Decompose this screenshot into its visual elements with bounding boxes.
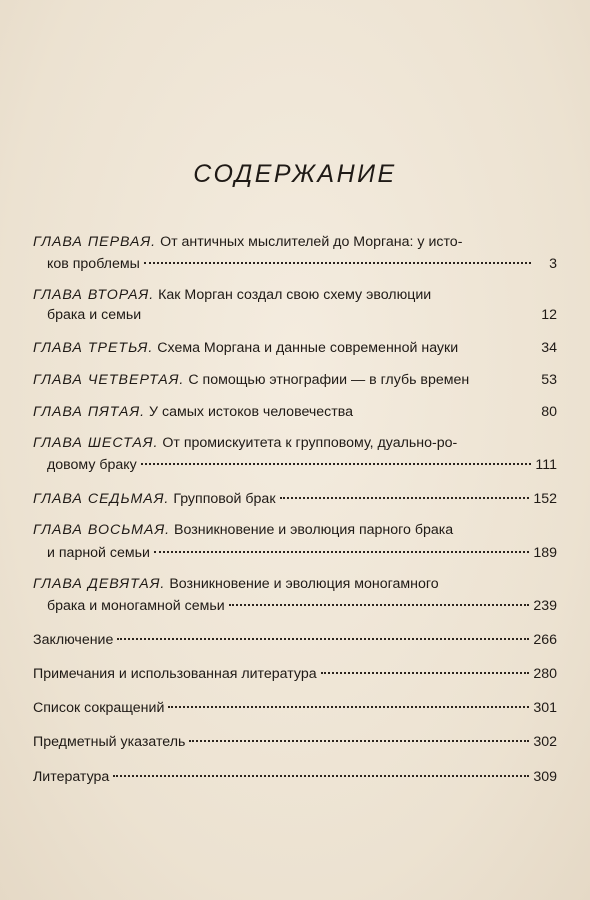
chapter-title-line1: Возникновение и эволюция моногамного [169,575,439,592]
chapter-title-line2: довому браку [47,457,137,474]
toc-entry-chapter-5[interactable] [33,402,557,422]
toc-entry-notes[interactable] [33,662,557,684]
toc-entry-chapter-8[interactable] [33,521,557,562]
chapter-label: ГЛАВА ВТОРАЯ. [33,287,155,304]
toc-entry-literature[interactable] [33,764,557,786]
chapter-title: Схема Моргана и данные современной науки [157,339,459,356]
page-number: 239 [533,597,557,614]
entry-title: Заключение [33,631,114,648]
page-number: 111 [535,457,557,474]
chapter-label: ГЛАВА ЧЕТВЕРТАЯ. [33,371,185,388]
page-title: СОДЕРЖАНИЕ [193,160,397,188]
entry-title: Литература [33,768,110,785]
chapter-label: ГЛАВА СЕДЬМАЯ. [33,491,170,508]
page-number: 53 [541,371,557,388]
page-number: 301 [533,700,557,717]
dot-leader [144,248,531,264]
chapter-label: ГЛАВА ВОСЬМАЯ. [33,522,171,539]
dot-leader [189,726,529,742]
dot-leader [154,536,529,552]
chapter-title-line1: От античных мыслителей до Моргана: у исто- [160,234,463,250]
chapter-title-line1: Как Морган создал свою схему эволюции [158,287,432,304]
dot-leader [117,624,529,640]
chapter-label: ГЛАВА ПЕРВАЯ. [33,234,157,250]
dot-leader [168,692,529,708]
dot-leader [113,760,529,776]
toc-entry-abbreviations[interactable] [33,696,557,718]
chapter-label: ГЛАВА ДЕВЯТАЯ. [33,575,166,592]
toc-entry-subject-index[interactable] [33,730,557,752]
chapter-title: У самых истоков человечества [149,403,354,420]
page-number: 189 [533,544,557,561]
chapter-title: Групповой брак [173,491,276,508]
entry-title: Список сокращений [33,700,165,717]
chapter-title-line2: ков проблемы [47,256,140,273]
toc-entry-chapter-9[interactable] [33,575,557,616]
toc-entry-chapter-2[interactable] [33,286,557,325]
chapter-title-line2: брака и семьи [47,307,142,324]
chapter-title-line2: брака и моногамной семьи [47,597,225,614]
toc-entry-chapter-7[interactable] [33,487,557,509]
dot-leader [280,483,530,499]
page-number: 280 [533,666,557,683]
toc-entry-chapter-4[interactable] [33,370,557,390]
chapter-title-line1: Возникновение и эволюция парного брака [174,522,454,539]
page-number: 80 [541,403,557,420]
toc-entry-chapter-6[interactable] [33,434,557,475]
dot-leader [141,449,531,465]
toc-entry-chapter-1[interactable] [33,233,557,274]
chapter-label: ГЛАВА ШЕСТАЯ. [33,434,159,451]
chapter-title-line2: и парной семьи [47,544,150,561]
toc-entry-conclusion[interactable] [33,628,557,650]
dot-leader [229,590,530,606]
page-number: 3 [549,256,557,273]
entry-title: Предметный указатель [33,734,186,751]
chapter-label: ГЛАВА ТРЕТЬЯ. [33,339,154,356]
chapter-label: ГЛАВА ПЯТАЯ. [33,403,146,420]
page-number: 12 [541,307,557,324]
page-number: 152 [533,491,557,508]
page-number: 266 [533,631,557,648]
page-number: 309 [533,768,557,785]
chapter-title-line1: От промискуитета к групповому, дуально-ро- [162,434,458,451]
page-number: 34 [541,339,557,356]
entry-title: Примечания и использованная литература [33,666,317,683]
dot-leader [321,658,530,674]
chapter-title: С помощью этнографии — в глубь времен [188,371,470,388]
toc-entry-chapter-3[interactable] [33,337,557,357]
table-of-contents [33,233,557,799]
page-number: 302 [533,734,557,751]
